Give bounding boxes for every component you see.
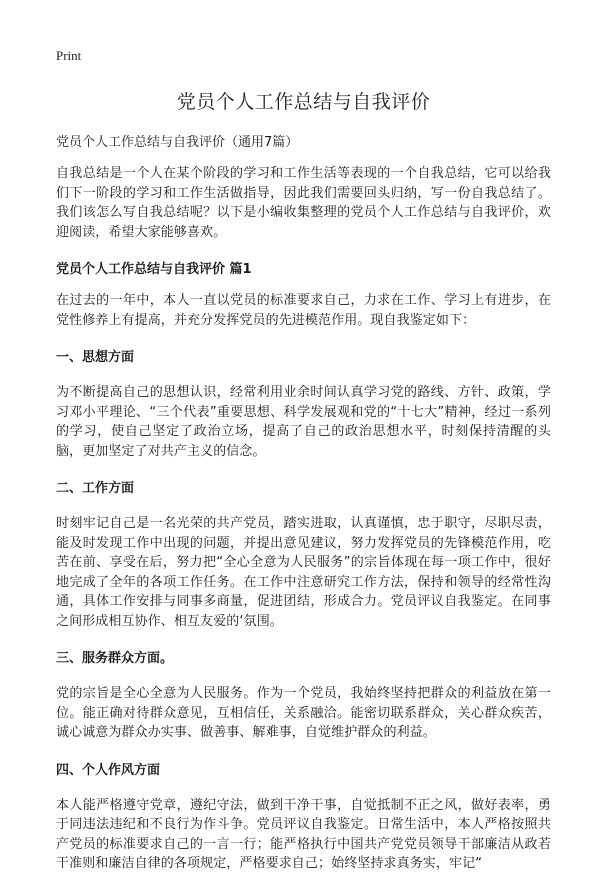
section-heading-thought: 一、思想方面 — [56, 350, 135, 365]
print-link[interactable]: Print — [56, 48, 82, 63]
section-body-conduct: 本人能严格遵守党章，遵纪守法，做到干净干事，自觉抵制不正之风，做好表率，勇于同违法违纪和不良行为作斗争。党员评议自我鉴定。日常生活中，本人严格按照共产党员的标准要求自己的一言一行；能严格执行中国共产党党员领导干部廉洁从政若干准则和廉洁自律的各项规定，严格要求自己；始终坚持求真务实，牢记“ — [56, 797, 551, 871]
article-lead-paragraph: 在过去的一年中，本人一直以党员的标准要求自己，力求在工作、学习上有进步，在党性修养上有提高，并充分发挥党员的先进模范作用。现自我鉴定如下： — [56, 293, 551, 328]
page-title: 党员个人工作总结与自我评价 — [176, 91, 431, 113]
section-body-work: 时刻牢记自己是一名光荣的共产党员，踏实进取，认真谨慎，忠于职守，尽职尽责，能及时发现工作中出现的问题，并提出意见建议，努力发挥党员的先锋模范作用，吃苦在前、享受在后，努力把“全心全意为人民服务”的宗旨体现在每一项工作中，很好地完成了全年的各项工作任务。在工作中注意研究工作方法，保持和领导的经常性沟通，具体工作安排与同事多商量，促进团结，形成合力。党员评议自我鉴定。在同事之间形成相互协作、相互友爱的‘氛围。 — [56, 516, 551, 629]
section-heading-service: 三、服务群众方面。 — [56, 651, 174, 666]
section-body-service: 党的宗旨是全心全意为人民服务。作为一个党员，我始终坚持把群众的利益放在第一位。能正确对待群众意见，互相信任，关系融洽。能密切联系群众，关心群众疾苦，诚心诚意为群众办实事、做善事、解难事，自觉维护群众的利益。 — [56, 686, 551, 740]
subtitle: 党员个人工作总结与自我评价（通用7篇） — [56, 135, 299, 150]
intro-paragraph: 自我总结是一个人在某个阶段的学习和工作生活等表现的一个自我总结，它可以给我们下一阶段的学习和工作生活做指导，因此我们需要回头归纳，写一份自我总结了。我们该怎么写自我总结呢？以下是小编收集整理的党员个人工作总结与自我评价，欢迎阅读，希望大家能够喜欢。 — [56, 166, 551, 240]
section-body-thought: 为不断提高自己的思想认识，经常利用业余时间认真学习党的路线、方针、政策，学习邓小平理论、“三个代表”重要思想、科学发展观和党的“十七大”精神，经过一系列的学习，使自己坚定了政治立场，提高了自己的政治思想水平，时刻保持清醒的头脑，更加坚定了对共产主义的信念。 — [56, 385, 551, 459]
article-heading: 党员个人工作总结与自我评价 篇1 — [56, 262, 252, 277]
section-heading-conduct: 四、个人作风方面 — [56, 762, 161, 778]
section-heading-work: 二、工作方面 — [56, 481, 135, 496]
